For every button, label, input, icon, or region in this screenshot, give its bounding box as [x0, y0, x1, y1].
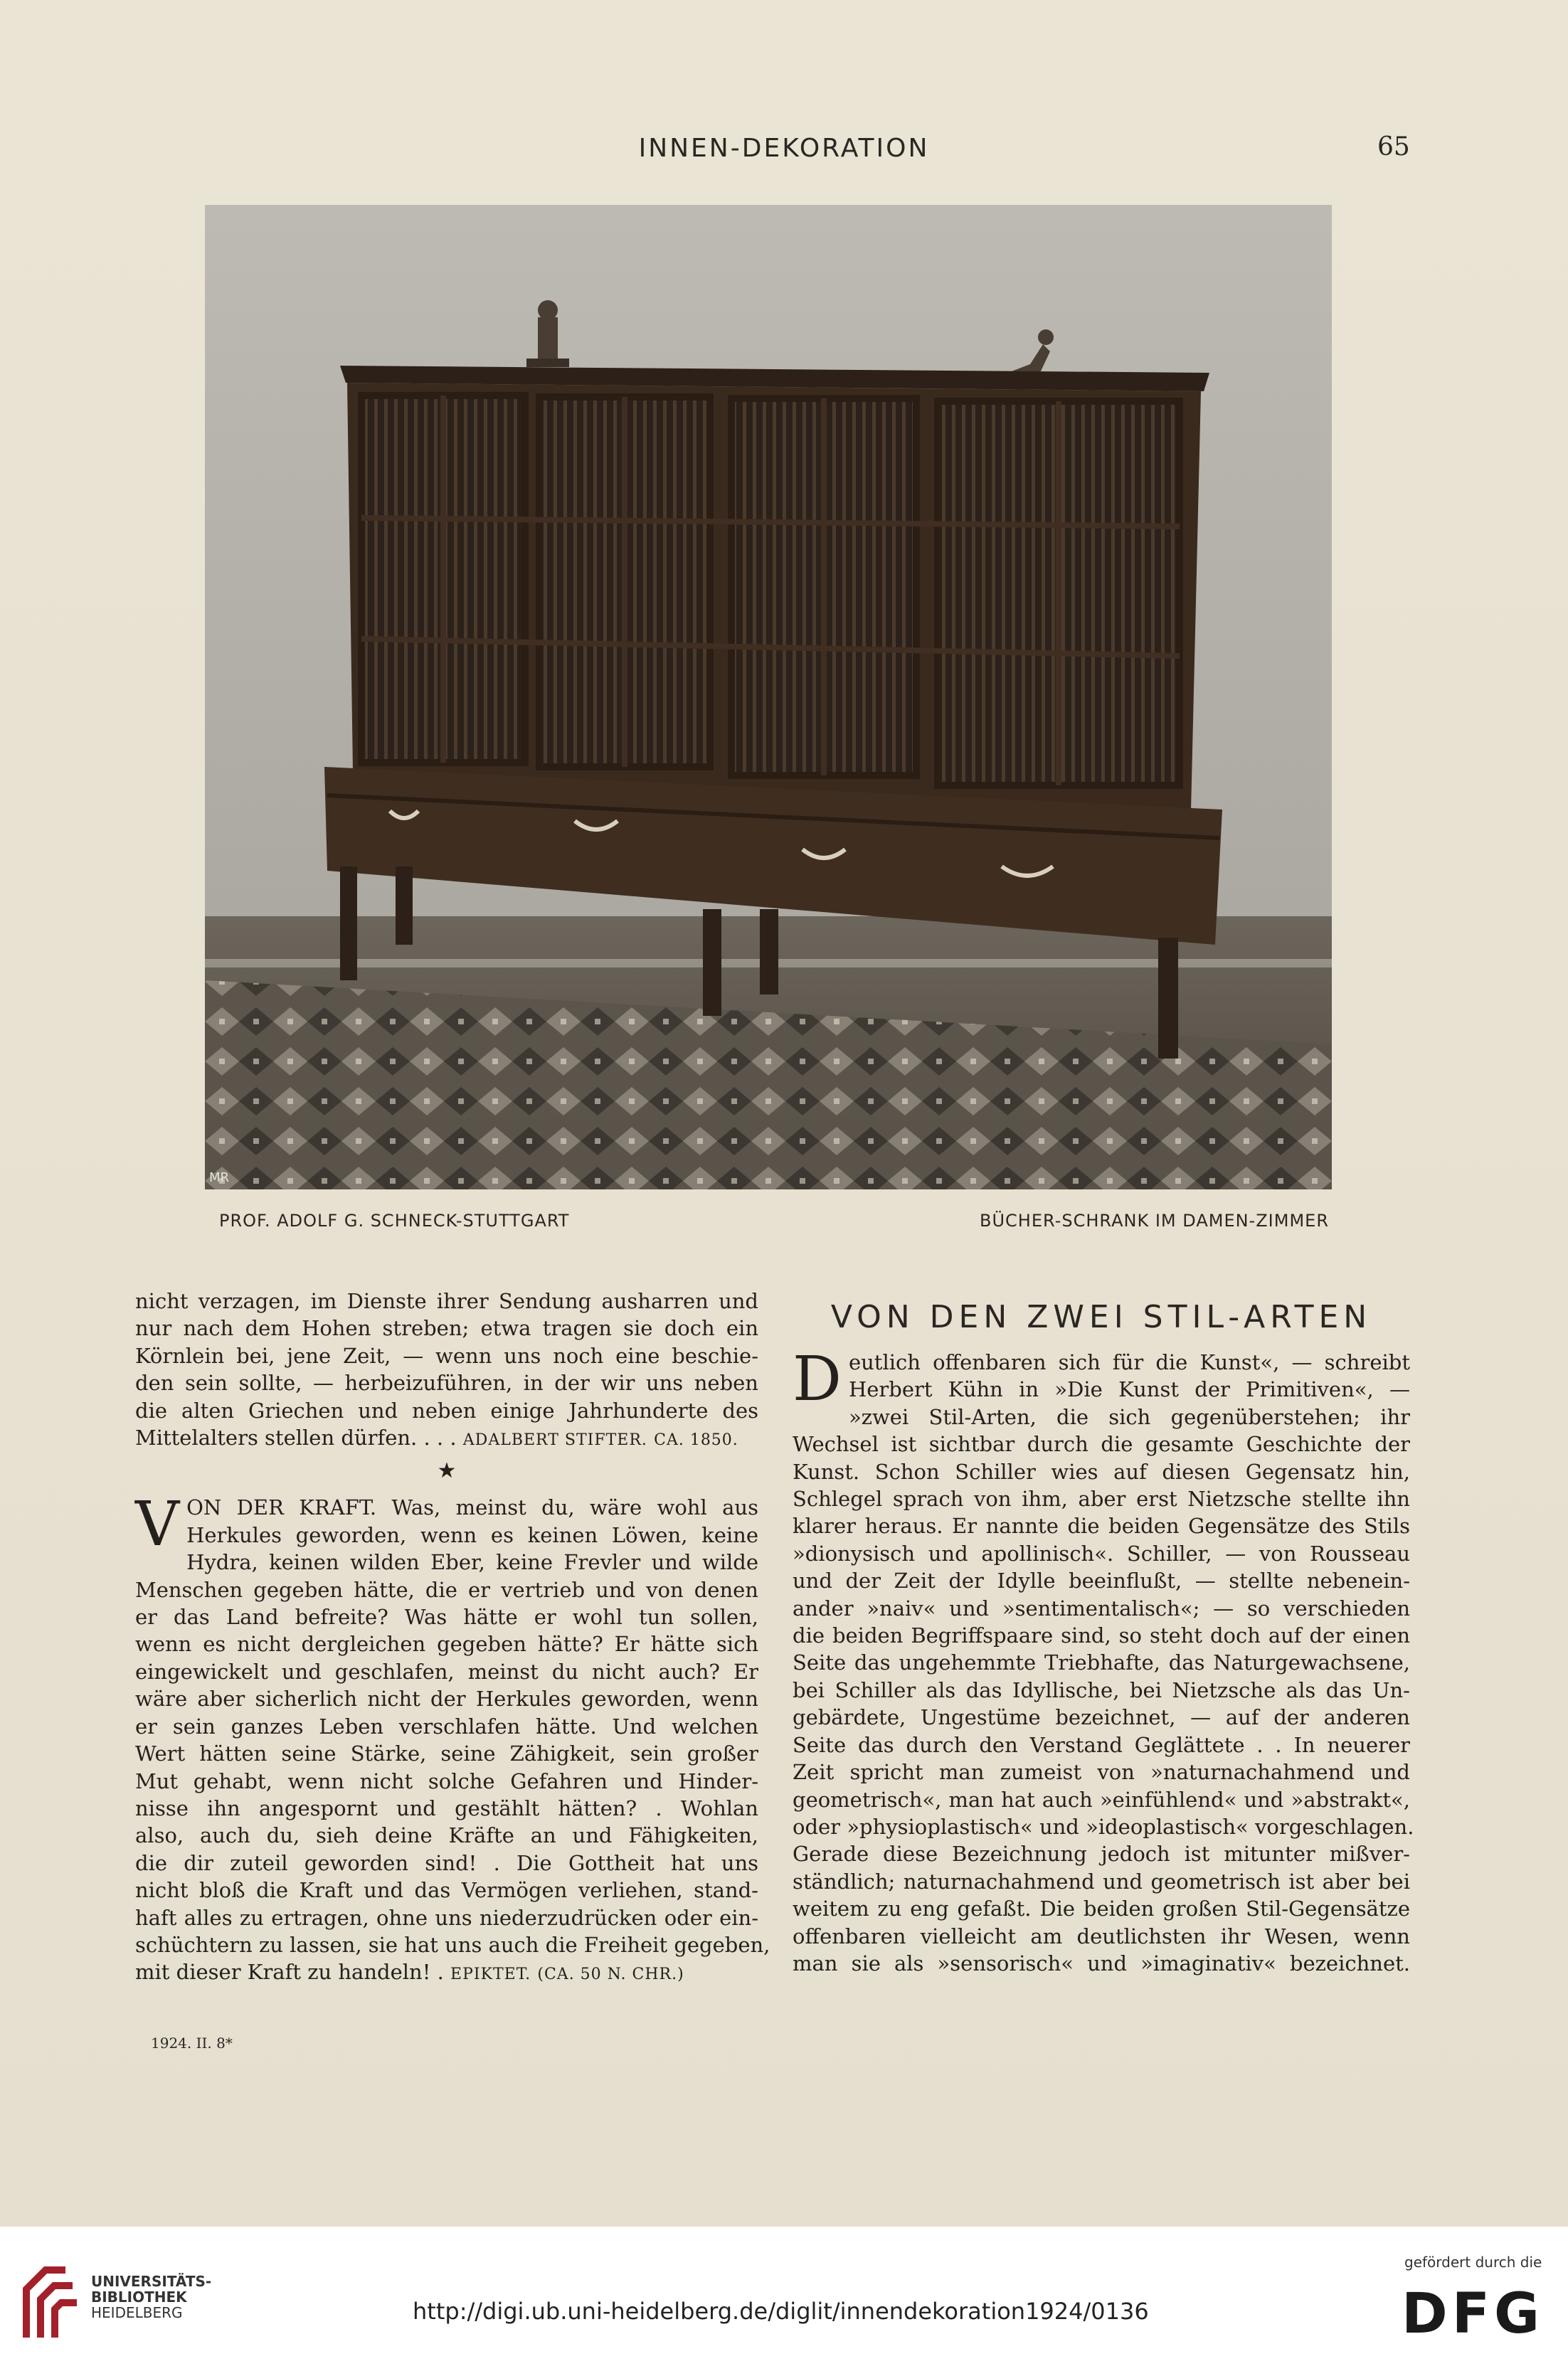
funded-by-label: gefördert durch die [1404, 2254, 1542, 2271]
library-name-line: HEIDELBERG [91, 2304, 183, 2321]
text-line: also, auch du, sieh deine Kräfte an und Fähigkeiten, [135, 1823, 758, 1848]
text-line: die dir zuteil geworden sind! . Die Gottheit hat uns [135, 1850, 758, 1875]
text-line: er sein ganzes Leben verschlafen hätte. Und welchen [135, 1714, 758, 1739]
stifter-paragraph [135, 1288, 758, 1454]
text-line: Mut gehabt, wenn nicht solche Gefahren und Hinder- [135, 1768, 758, 1793]
photo-initials: MR [209, 1170, 230, 1185]
text-line: und der Zeit der Idylle beeinflußt, — stellte nebenein- [793, 1569, 1410, 1593]
text-line: Kunst. Schon Schiller wies auf diesen Gegensatz hin, [793, 1459, 1410, 1484]
text-line: ON DER KRAFT. Was, meinst du, wäre wohl aus [186, 1495, 758, 1520]
right-text-column [793, 1344, 1414, 1977]
text-line: »zwei Stil-Arten, die sich gegenüberstehen; ihr [848, 1404, 1410, 1429]
left-text-column [135, 1288, 770, 1989]
drop-cap: V [135, 1489, 180, 1561]
author-date: (CA. 50 N. CHR.) [537, 1966, 684, 1984]
text-line: wenn es nicht dergleichen gegeben hätte? Er hätte sich [135, 1632, 758, 1657]
text-line: Körnlein bei, jene Zeit, — wenn uns noch eine beschie- [135, 1343, 758, 1368]
text-line: eingewickelt und geschlafen, meinst du nicht auch? Er [135, 1659, 758, 1684]
text-line: Gerade diese Bezeichnung jedoch ist mitunter mißver- [793, 1842, 1410, 1867]
text-line: Herkules geworden, wenn es keinen Löwen, keine [186, 1522, 758, 1547]
permalink-url[interactable]: http://digi.ub.uni-heidelberg.de/diglit/innendekoration1924/0136 [413, 2298, 1149, 2325]
text-line: ander »naiv« und »sentimentalisch«; — so verschieden [793, 1596, 1410, 1621]
star-separator: ★ [437, 1458, 457, 1484]
text-line: Zeit spricht man zumeist von »naturnachahmend und [793, 1760, 1410, 1785]
author-name: EPIKTET. [450, 1966, 531, 1984]
photo-caption-right: BÜCHER-SCHRANK IM DAMEN-ZIMMER [980, 1211, 1329, 1231]
cabinet-photograph [205, 205, 1332, 1189]
dfg-logo: DFG [1402, 2282, 1545, 2346]
library-name-line: UNIVERSITÄTS- [91, 2273, 212, 2290]
text-line: Schlegel sprach von ihm, aber erst Nietzsche stellte ihn [793, 1487, 1410, 1512]
drop-cap: D [793, 1344, 842, 1415]
text-line: klarer heraus. Er nannte die beiden Gegensätze des Stils [793, 1514, 1410, 1539]
page-number: 65 [1377, 132, 1410, 161]
text-line: den sein sollte, — herbeizuführen, in der wir uns neben [135, 1371, 758, 1396]
author-name: ADALBERT STIFTER. [462, 1431, 647, 1450]
digitization-footer [0, 2227, 1568, 2376]
text-line: man sie als »sensorisch« und »imaginativ« bezeichnet. [793, 1951, 1410, 1975]
text-line: nisse ihn angespornt und gestählt hätten? . Wohlan [135, 1796, 758, 1820]
text-line: Herbert Kühn in »Die Kunst der Primitiven«, — [848, 1377, 1410, 1402]
print-signature: 1924. II. 8* [151, 2035, 233, 2052]
text-line: offenbaren vielleicht am deutlichsten ihr Wesen, wenn [793, 1924, 1410, 1948]
epiktet-paragraph [135, 1489, 770, 1988]
text-line: die alten Griechen und neben einige Jahrhunderte des [135, 1398, 758, 1423]
text-line: geometrisch«, man hat auch »einfühlend« und »abstrakt«, [793, 1787, 1410, 1812]
text-line: Seite das durch den Verstand Geglättete . . In neuerer [793, 1732, 1410, 1757]
library-name-line: BIBLIOTHEK [91, 2289, 187, 2306]
text-line: er das Land befreite? Was hätte er wohl tun sollen, [135, 1605, 758, 1630]
text-line: schüchtern zu lassen, sie hat uns auch die Freiheit gegeben, [135, 1932, 770, 1957]
library-logo-icon [16, 2259, 80, 2348]
text-fragment: Mittelalters stellen dürfen. . . . [135, 1426, 457, 1450]
text-line: nicht bloß die Kraft und das Vermögen verliehen, stand- [135, 1878, 758, 1903]
text-line: »dionysisch und apollinisch«. Schiller, — von Rousseau [793, 1541, 1410, 1566]
text-line: ständlich; naturnachahmend und geometrisch ist aber bei [793, 1869, 1410, 1894]
text-line: Seite das ungehemmte Triebhafte, das Naturgewachsene, [793, 1650, 1410, 1675]
text-line: nicht verzagen, im Dienste ihrer Sendung ausharren und [135, 1289, 758, 1313]
text-line: wäre aber sicherlich nicht der Herkules geworden, wenn [135, 1687, 758, 1712]
text-line: Menschen gegeben hätte, die er vertrieb und von denen [135, 1577, 758, 1602]
cabinet-photo-drawing [205, 205, 1332, 1189]
section-heading: VON DEN ZWEI STIL-ARTEN [830, 1299, 1372, 1335]
text-line-last [135, 1958, 758, 1988]
text-line: bei Schiller als das Idyllische, bei Nietzsche als das Un- [793, 1677, 1410, 1702]
author-date: CA. 1850. [654, 1431, 738, 1450]
text-line: oder »physioplastisch« und »ideoplastisch« vorgeschlagen. [793, 1814, 1414, 1839]
library-name [91, 2274, 211, 2321]
text-line: Wechsel ist sichtbar durch die gesamte Geschichte der [793, 1432, 1410, 1457]
text-line: Wert hätten seine Stärke, seine Zähigkeit, sein großer [135, 1741, 758, 1766]
text-line: weitem zu eng gefaßt. Die beiden großen Stil-Gegensätze [793, 1897, 1410, 1921]
photo-caption-left: PROF. ADOLF G. SCHNECK-STUTTGART [219, 1211, 570, 1231]
text-line: eutlich offenbaren sich für die Kunst«, — schreibt [848, 1350, 1410, 1374]
text-fragment: mit dieser Kraft zu handeln! . [135, 1960, 444, 1985]
text-line-last [135, 1424, 758, 1454]
text-line: gebärdete, Ungestüme bezeichnet, — auf der anderen [793, 1705, 1410, 1730]
text-line: nur nach dem Hohen streben; etwa tragen sie doch ein [135, 1316, 758, 1341]
running-title: INNEN-DEKORATION [638, 134, 930, 163]
text-line: Hydra, keinen wilden Eber, keine Frevler und wilde [186, 1550, 758, 1575]
text-line: die beiden Begriffspaare sind, so steht doch auf der einen [793, 1623, 1410, 1648]
text-line: haft alles zu ertragen, ohne uns niederzudrücken oder ein- [135, 1905, 758, 1930]
